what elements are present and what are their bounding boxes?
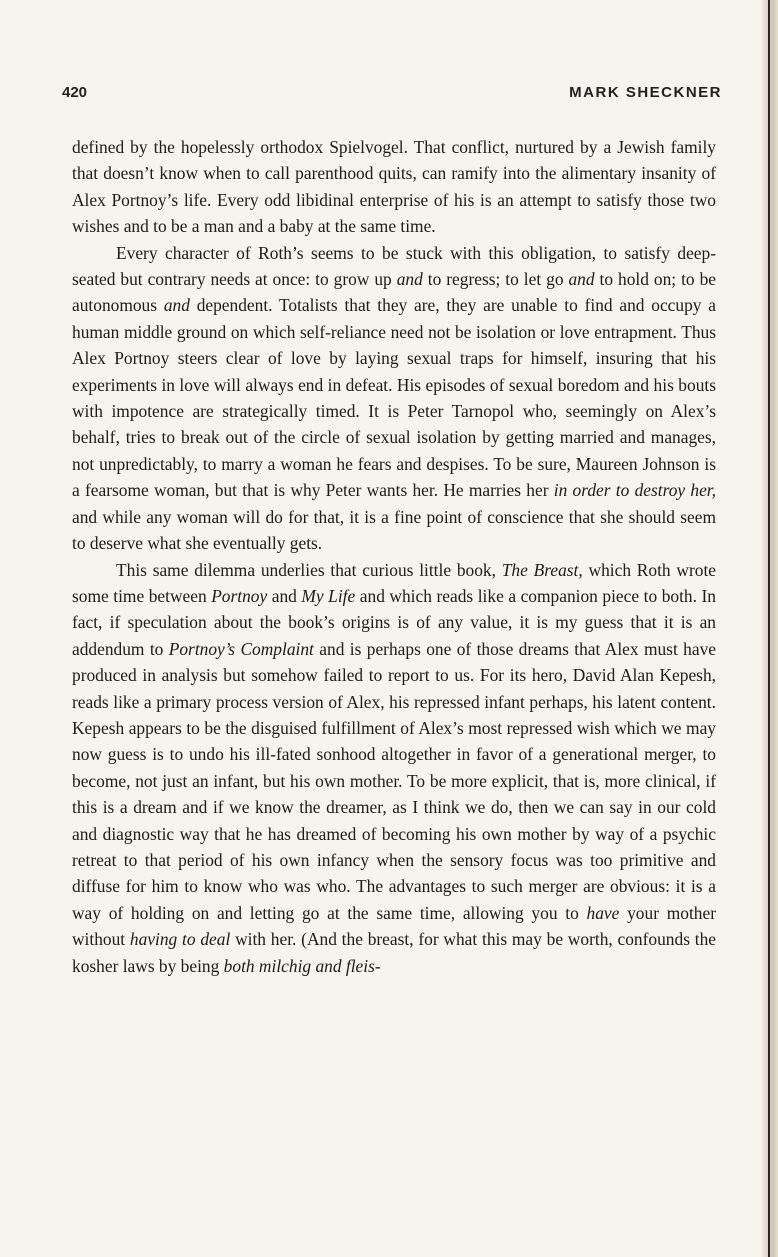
- running-head: [62, 84, 722, 106]
- text-run: and while any woman will do for that, it is a fine point of conscience that she should seem to deserve what she eventually gets.: [72, 506, 716, 554]
- text-run: to regress; to let go: [422, 269, 569, 290]
- paragraph: [72, 240, 716, 557]
- paragraph: [72, 134, 716, 240]
- italic-text: having to deal: [129, 929, 231, 950]
- text-run: and: [267, 585, 302, 606]
- text-run: your mother without: [72, 902, 716, 950]
- italic-text: and: [568, 269, 595, 290]
- page-number: 420: [62, 84, 88, 101]
- text-run: Every character of Roth’s seems to be stuck with this obligation, to satisfy deep-seated but contrary needs at once: to grow up: [72, 242, 716, 290]
- text-run: defined by the hopelessly orthodox Spielvogel. That conflict, nurtured by a Jewish family that doesn’t know when to call parenthood quits, can ramify into the alimentary insanity of Alex Portnoy’s life. Every odd libidinal enterprise of his is an attempt to satisfy those two wishes and to be a man and a baby at the same time.: [72, 137, 716, 237]
- italic-text: My Life: [301, 585, 356, 606]
- italic-text: Portnoy’s Complaint: [168, 638, 314, 659]
- text-run: dependent. Totalists that they are, they are unable to find and occupy a human middle ground on which self-reliance need not be isolation or love entrapment. Thus Alex Portnoy steers clear of love by laying sexual traps for himself, insuring that his experiments in love will always end in defeat. His episodes of sexual boredom and his bouts with impotence are strategically timed. It is Peter Tarnopol who, seemingly on Alex’s behalf, tries to break out of the circle of sexual isolation by getting married and manages, not unpredictably, to marry a woman he fears and despises. To be sure, Maureen Johnson is a fearsome woman, but that is why Peter wants her. He marries her: [72, 295, 716, 501]
- italic-text: both milchig and fleis-: [223, 955, 381, 976]
- text-run: to hold on; to be autonomous: [72, 269, 716, 316]
- page-binding-edge: [762, 0, 778, 1257]
- text-run: which Roth wrote some time between: [72, 559, 717, 606]
- text-run: with her. (And the breast, for what this may be worth, confounds the kosher laws by being: [72, 929, 716, 976]
- paragraph: [72, 557, 716, 980]
- italic-text: The Breast,: [501, 559, 583, 580]
- text-run: and which reads like a companion piece to both. In fact, if speculation about the book’s origins is of any value, it is my guess that it is an addendum to: [72, 585, 716, 659]
- italic-text: and: [396, 269, 423, 290]
- italic-text: have: [586, 902, 620, 923]
- italic-text: in order to destroy her,: [553, 480, 716, 501]
- text-run: and is perhaps one of those dreams that Alex must have produced in analysis but somehow failed to report to us. For its hero, David Alan Kepesh, reads like a primary process version of Alex, his repressed infant perhaps, his latent content. Kepesh appears to be the disguised fulfillment of Alex’s most repressed wish which we may now guess is to undo his ill-fated sonhood altogether in favor of a generational merger, to become, not just an infant, but his own mother. To be more explicit, that is, more clinical, if this is a dream and if we know the dreamer, as I think we do, then we can say in our cold and diagnostic way that he has dreamed of becoming his own mother by way of a psychic retreat to that period of his own infancy when the sensory focus was too primitive and diffuse for him to know who was who. The advantages to such merger are obvious: it is a way of holding on and letting go at the same time, allowing you to: [72, 638, 716, 923]
- running-head-author: MARK SHECKNER: [569, 84, 722, 101]
- text-run: This same dilemma underlies that curious little book,: [116, 559, 502, 580]
- italic-text: and: [163, 295, 190, 316]
- binding-line: [768, 0, 770, 1257]
- italic-text: Portnoy: [211, 585, 268, 606]
- body-text: [72, 134, 716, 979]
